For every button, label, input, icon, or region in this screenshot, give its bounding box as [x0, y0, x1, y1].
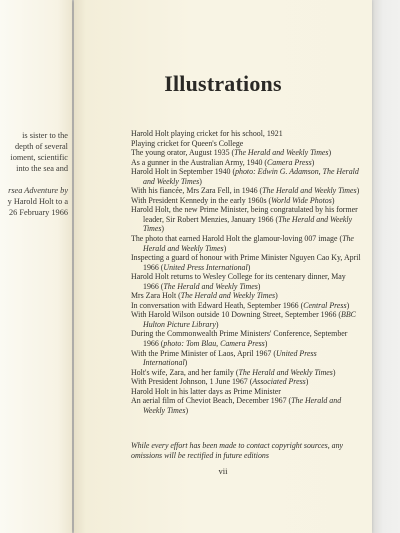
photo-credit: The Herald and Weekly Times [143, 396, 342, 415]
photo-credit: The Herald and Weekly Times [163, 281, 258, 291]
photo-credit: The Herald and Weekly Times [262, 186, 357, 196]
list-item: Mrs Zara Holt (The Herald and Weekly Times) [131, 291, 278, 301]
photo-credit: Camera Press [267, 157, 312, 167]
left-page-line: y Harold Holt to a [7, 197, 68, 206]
list-item: With his fiancée, Mrs Zara Fell, in 1946 (The Herald and Weekly Times) [131, 186, 360, 196]
photo-credit: Central Press [303, 300, 347, 310]
list-item: Playing cricket for Queen's College [131, 138, 244, 148]
photo-credit: United Press International [163, 262, 248, 272]
list-item: The young orator, August 1935 (The Herald and Weekly Times) [131, 148, 332, 158]
list-item: Harold Holt playing cricket for his school, 1921 [131, 129, 283, 138]
list-item: Harold Holt, the new Prime Minister, being congratulated by his former leader, Sir Robert Menzies, January 1966 (The Herald and Weekly Times) [131, 205, 358, 234]
left-page-line: rsea Adventure by [8, 186, 68, 195]
illustrations-list [131, 129, 361, 415]
list-item: Harold Holt in his latter days as Prime Minister [131, 386, 281, 396]
photo-credit: The Herald and Weekly Times [180, 291, 276, 301]
left-page-line: 26 February 1966 [9, 208, 68, 217]
list-item: With President Kennedy in the early 1960s (World Wide Photos) [131, 195, 335, 205]
list-item: With Harold Wilson outside 10 Downing Street, September 1966 (BBC Hulton Picture Library) [131, 310, 356, 329]
left-page-line: is sister to the [22, 131, 68, 140]
photo-credit: The Herald and Weekly Times [238, 367, 333, 377]
list-item: During the Commonwealth Prime Ministers' Conference, September 1966 (photo: Tom Blau, Camera Press) [131, 329, 348, 349]
copyright-disclaimer: While every effort has been made to contact copyright sources, any omissions will be rectified in future editions [131, 441, 344, 460]
list-item: In conversation with Edward Heath, September 1966 (Central Press) [131, 300, 350, 310]
photo-credit: Associated Press [252, 377, 306, 387]
photo-credit: The Herald and Weekly Times [143, 234, 354, 253]
left-page-line: ioment, scientific [10, 153, 68, 162]
left-page-line: depth of several [15, 142, 68, 151]
photo-credit: photo: Tom Blau, Camera Press [163, 339, 265, 349]
list-item: Harold Holt in September 1940 (photo: Edwin G. Adamson, The Herald and Weekly Times) [131, 167, 359, 186]
list-item: The photo that earned Harold Holt the glamour-loving 007 image (The Herald and Weekly Times) [131, 234, 354, 253]
list-item: With the Prime Minister of Laos, April 1967 (United Press International) [131, 348, 317, 368]
page-title: Illustrations [164, 71, 282, 96]
photo-credit: The Herald and Weekly Times [234, 148, 329, 158]
photo-credit: World Wide Photos [271, 195, 332, 205]
photo-credit: photo: Edwin G. Adamson, The Herald and Weekly Times [143, 167, 359, 186]
background-right [372, 0, 400, 533]
list-item: As a gunner in the Australian Army, 1940 (Camera Press) [131, 157, 315, 167]
left-page [0, 0, 72, 533]
photo-credit: The Herald and Weekly Times [143, 214, 353, 234]
list-item: With President Johnson, 1 June 1967 (Associated Press) [131, 377, 309, 387]
list-item: Holt's wife, Zara, and her family (The Herald and Weekly Times) [131, 367, 336, 377]
photo-credit: United Press International [143, 348, 317, 368]
page-number: vii [218, 466, 228, 476]
photo-credit: BBC Hulton Picture Library [143, 310, 356, 329]
list-item: Harold Holt returns to Wesley College for its centenary dinner, May 1966 (The Herald and Weekly Times) [131, 272, 346, 291]
list-item: Inspecting a guard of honour with Prime Minister Nguyen Cao Ky, April 1966 (United Press International) [131, 253, 361, 272]
list-item: An aerial film of Cheviot Beach, December 1967 (The Herald and Weekly Times) [131, 396, 342, 415]
left-page-line: into the sea and [16, 164, 68, 173]
